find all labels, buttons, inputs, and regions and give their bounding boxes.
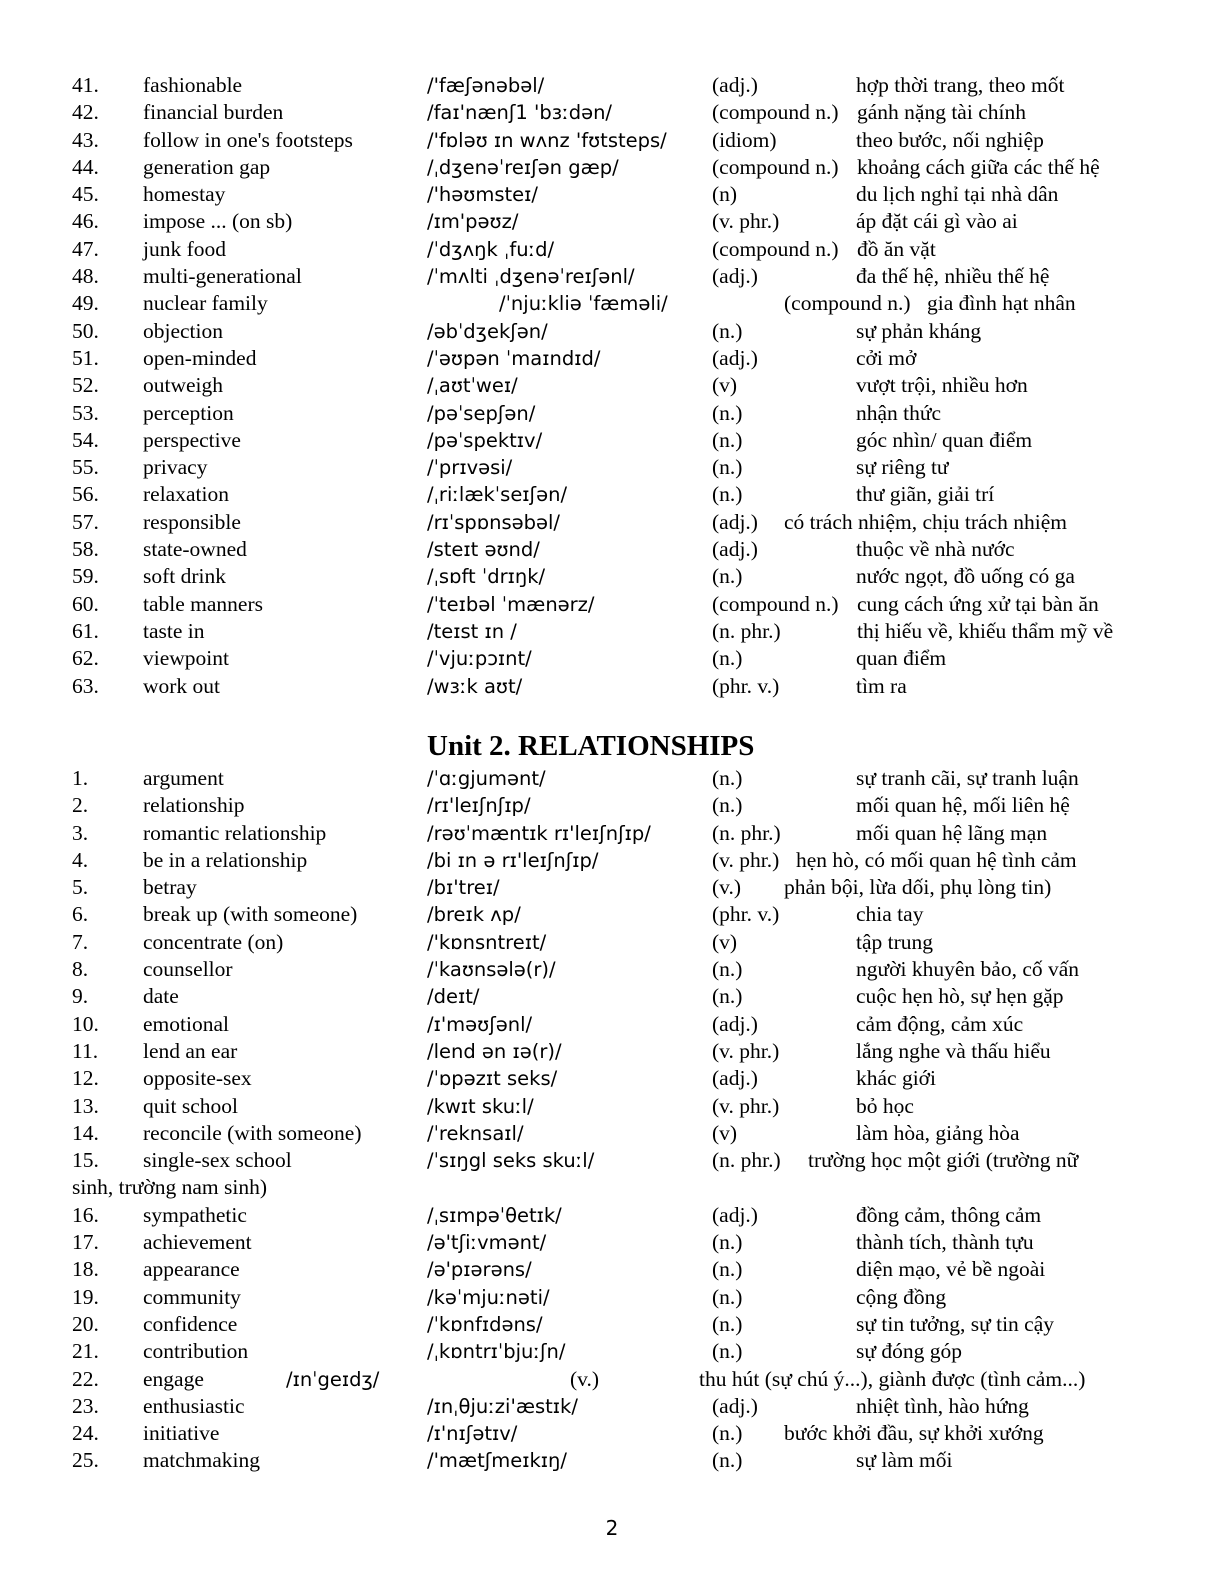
vocab-num: 24. [72,1421,99,1446]
vocab-word: nuclear family [143,291,268,316]
vocab-row [72,536,1152,563]
vocab-meaning: gia đình hạt nhân [927,291,1076,316]
unit2-vocabulary-list [72,765,1152,1475]
vocab-row [72,372,1152,399]
vocab-row [72,181,1152,208]
vocab-row [72,901,1152,928]
vocab-ipa: /ˌriːlækˈseɪʃən/ [427,483,568,507]
vocab-word: achievement [143,1230,252,1255]
vocab-row [72,956,1152,983]
vocab-ipa: /ɪ'məʊʃənl/ [427,1012,533,1036]
vocab-pos: (n.) [712,1421,743,1446]
vocab-word: table manners [143,591,263,616]
vocab-row [72,929,1152,956]
vocab-row [72,1256,1152,1283]
vocab-num: 3. [72,820,89,845]
vocab-pos: (n.) [712,1230,743,1255]
vocab-pos: (adj.) [712,264,758,289]
vocab-meaning: thuộc về nhà nước [856,537,1015,562]
vocab-meaning: cộng đồng [856,1284,947,1309]
vocab-pos: (n.) [712,564,743,589]
vocab-meaning: nhiệt tình, hào hứng [856,1393,1029,1418]
vocab-meaning: bước khởi đầu, sự khởi xướng [784,1421,1044,1446]
unit1-vocabulary-list [72,72,1152,700]
vocab-num: 43. [72,127,99,152]
vocab-row [72,645,1152,672]
vocab-ipa: /'fæʃənəbəl/ [427,74,545,97]
vocab-pos: (idiom) [712,127,777,152]
vocab-pos: (v) [712,929,738,954]
vocab-num: 1. [72,766,89,790]
vocab-pos: (adj.) [712,509,758,534]
vocab-meaning: áp đặt cái gì vào ai [856,209,1018,234]
vocab-num: 17. [72,1230,99,1255]
vocab-row [72,1420,1152,1447]
vocab-meaning: thị hiếu về, khiếu thẩm mỹ về [857,618,1114,643]
vocab-meaning: quan điểm [856,646,947,671]
vocab-pos: (adj.) [712,73,758,97]
vocab-meaning: bỏ học [856,1093,914,1118]
vocab-row [72,208,1152,235]
vocab-pos: (n.) [712,318,743,343]
vocab-ipa: /ə'pɪərəns/ [427,1258,532,1282]
vocab-pos: (n. phr.) [712,618,781,643]
vocab-word: viewpoint [143,646,229,671]
vocab-row [72,236,1152,263]
vocab-pos: (adj.) [712,1393,758,1418]
vocab-num: 44. [72,154,99,179]
vocab-ipa: /'fɒləʊ ɪn wʌnz 'fʊtsteps/ [427,128,667,152]
vocab-meaning-continuation: sinh, trường nam sinh) [72,1175,268,1200]
vocab-word: enthusiastic [143,1393,245,1418]
vocab-num: 63. [72,673,99,698]
vocab-pos: (adj.) [712,537,758,562]
vocab-word: lend an ear [143,1038,238,1063]
vocab-word: break up (with someone) [143,902,358,927]
vocab-row [72,290,1152,317]
vocab-word: privacy [143,455,208,480]
vocab-num: 18. [72,1257,99,1282]
vocab-word: sympathetic [143,1202,247,1227]
vocab-row [72,983,1152,1010]
vocab-meaning: hẹn hò, có mối quan hệ tình cảm [796,847,1077,872]
vocab-meaning: khác giới [856,1066,937,1091]
vocab-row [72,1366,1152,1393]
vocab-row [72,263,1152,290]
vocab-meaning: cởi mở [856,345,917,370]
vocab-word: impose ... (on sb) [143,209,293,234]
vocab-ipa: /bɪ'treɪ/ [427,876,500,900]
vocab-pos: (n.) [712,766,743,790]
vocab-num: 9. [72,984,89,1009]
vocab-word: open-minded [143,345,257,370]
vocab-pos: (n.) [712,455,743,480]
vocab-row [72,1038,1152,1065]
vocab-meaning: thu hút (sự chú ý...), giành được (tình cảm...) [699,1366,1086,1391]
vocab-word: generation gap [143,154,271,179]
vocab-num: 11. [72,1038,99,1063]
vocab-pos: (n.) [712,1448,743,1473]
vocab-row [72,820,1152,847]
vocab-ipa: /ˈkɒnfɪdəns/ [427,1312,543,1336]
vocab-meaning: khoảng cách giữa các thế hệ [857,154,1100,179]
vocab-word: confidence [143,1311,238,1336]
vocab-num: 15. [72,1148,99,1173]
vocab-meaning: du lịch nghỉ tại nhà dân [856,182,1059,207]
vocab-ipa: /steɪt əʊnd/ [427,538,540,562]
vocab-num: 62. [72,646,99,671]
vocab-meaning: sự tranh cãi, sự tranh luận [856,766,1079,790]
vocab-row [72,1229,1152,1256]
vocab-pos: (n.) [712,482,743,507]
vocab-num: 10. [72,1011,99,1036]
vocab-word: single-sex school [143,1148,292,1173]
vocab-ipa: /əbˈdʒekʃən/ [427,319,548,343]
vocab-word: concentrate (on) [143,929,284,954]
vocab-meaning: cuộc hẹn hò, sự hẹn gặp [856,984,1064,1009]
vocab-num: 22. [72,1366,99,1391]
vocab-word: soft drink [143,564,227,589]
vocab-row [72,454,1152,481]
vocab-ipa: /rɪˈspɒnsəbəl/ [427,510,560,534]
vocab-ipa: /ˈreknsaɪl/ [427,1121,524,1145]
vocab-meaning: làm hòa, giảng hòa [856,1120,1020,1145]
vocab-num: 54. [72,427,99,452]
unit-title: Unit 2. RELATIONSHIPS [427,730,755,762]
vocab-row [72,481,1152,508]
vocab-pos: (compound n.) [784,291,911,316]
vocab-meaning: thư giãn, giải trí [856,482,995,507]
vocab-pos: (n.) [712,984,743,1009]
vocab-ipa: /kəˈmjuːnəti/ [427,1285,550,1309]
vocab-meaning: sự tin tưởng, sự tin cậy [856,1311,1055,1336]
vocab-row [72,1393,1152,1420]
vocab-num: 49. [72,291,99,316]
vocab-word: work out [143,673,221,698]
vocab-num: 25. [72,1448,99,1473]
vocab-ipa: /ˌkɒntrɪˈbjuːʃn/ [427,1340,566,1364]
vocab-ipa: /rəʊˈmæntɪk rɪ'leɪʃnʃɪp/ [427,821,651,845]
vocab-ipa: /kwɪt skuːl/ [427,1094,534,1118]
vocab-meaning: chia tay [856,902,924,927]
vocab-pos: (v.) [570,1366,600,1391]
vocab-meaning: trường học một giới (trường nữ [808,1148,1079,1173]
vocab-pos: (compound n.) [712,154,839,179]
vocab-num: 51. [72,345,99,370]
vocab-word: perspective [143,427,241,452]
vocab-pos: (adj.) [712,1066,758,1091]
vocab-num: 12. [72,1066,99,1091]
vocab-row [72,127,1152,154]
vocab-row [72,1011,1152,1038]
vocab-ipa: /ˌsɒft ˈdrɪŋk/ [427,565,546,589]
vocab-row [72,345,1152,372]
vocab-ipa: /ɪ'nɪʃətɪv/ [427,1422,518,1446]
vocab-ipa: /'mætʃmeɪkɪŋ/ [427,1449,567,1473]
vocab-num: 45. [72,182,99,207]
vocab-num: 58. [72,537,99,562]
vocab-row [72,765,1152,792]
vocab-row [72,563,1152,590]
vocab-meaning: người khuyên bảo, cố vấn [856,957,1080,982]
vocab-num: 53. [72,400,99,425]
vocab-row [72,1447,1152,1474]
vocab-pos: (n. phr.) [712,820,781,845]
vocab-pos: (n.) [712,427,743,452]
vocab-pos: (adj.) [712,345,758,370]
vocab-num: 56. [72,482,99,507]
vocab-num: 57. [72,509,99,534]
vocab-ipa: /bi ɪn ə rɪ'leɪʃnʃɪp/ [427,848,599,872]
vocab-pos: (v.) [712,875,742,900]
vocab-num: 6. [72,902,89,927]
vocab-ipa: /ɪnˈgeɪdʒ/ [286,1367,380,1391]
vocab-word: objection [143,318,224,343]
vocab-pos: (n.) [712,1257,743,1282]
vocab-ipa: /teɪst ɪn / [427,619,517,643]
vocab-num: 60. [72,591,99,616]
vocab-word: homestay [143,182,226,207]
vocab-word: argument [143,766,224,790]
vocab-pos: (adj.) [712,1202,758,1227]
vocab-pos: (v. phr.) [712,209,780,234]
vocab-num: 19. [72,1284,99,1309]
vocab-num: 7. [72,929,89,954]
vocab-meaning: góc nhìn/ quan điểm [856,427,1033,452]
vocab-word: matchmaking [143,1448,261,1473]
vocab-pos: (n.) [712,1311,743,1336]
vocab-pos: (n.) [712,400,743,425]
vocab-num: 50. [72,318,99,343]
vocab-num: 8. [72,957,89,982]
vocab-meaning: cảm động, cảm xúc [856,1011,1024,1036]
vocab-meaning: có trách nhiệm, chịu trách nhiệm [784,509,1067,534]
vocab-row [72,99,1152,126]
vocab-word: betray [143,875,197,900]
vocab-pos: (v) [712,1120,738,1145]
vocab-row [72,509,1152,536]
vocab-meaning: gánh nặng tài chính [857,100,1026,125]
vocab-meaning: cung cách ứng xử tại bàn ăn [857,591,1099,616]
vocab-num: 42. [72,100,99,125]
vocab-ipa: /ˌaʊtˈweɪ/ [427,374,518,398]
vocab-row [72,1065,1152,1092]
vocab-row [72,400,1152,427]
vocab-word: follow in one's footsteps [143,127,353,152]
vocab-ipa: /ˈəʊpən ˈmaɪndɪd/ [427,346,601,370]
vocab-pos: (n.) [712,793,743,818]
vocab-word: fashionable [143,73,243,97]
vocab-num: 14. [72,1120,99,1145]
vocab-num: 59. [72,564,99,589]
vocab-pos: (n.) [712,957,743,982]
vocab-word: relationship [143,793,245,818]
vocab-num: 16. [72,1202,99,1227]
vocab-word: emotional [143,1011,229,1036]
vocab-word: reconcile (with someone) [143,1120,362,1145]
vocab-word: date [143,984,179,1009]
vocab-row [72,1147,1152,1174]
vocab-ipa: /deɪt/ [427,985,480,1009]
vocab-pos: (n.) [712,646,743,671]
vocab-ipa: /faɪ'nænʃ1 'bɜːdən/ [427,101,612,125]
vocab-meaning: diện mạo, vẻ bề ngoài [856,1257,1046,1282]
vocab-meaning: vượt trội, nhiều hơn [856,373,1028,398]
vocab-word: quit school [143,1093,238,1118]
vocab-meaning: tìm ra [856,673,907,698]
vocab-word: financial burden [143,100,284,125]
vocab-ipa: /ˌdʒenəˈreɪʃən gæp/ [427,155,619,179]
vocab-meaning: hợp thời trang, theo mốt [856,73,1065,97]
vocab-row [72,1311,1152,1338]
vocab-ipa: /ɪm'pəʊz/ [427,210,519,234]
vocab-row [72,847,1152,874]
vocab-ipa: /breɪk ʌp/ [427,903,521,927]
vocab-meaning: đa thế hệ, nhiều thế hệ [856,264,1050,289]
vocab-pos: (n. phr.) [712,1148,781,1173]
vocab-row [72,318,1152,345]
vocab-ipa: /ˈprɪvəsi/ [427,456,513,480]
vocab-ipa: /pəˈsepʃən/ [427,401,536,425]
vocab-num: 55. [72,455,99,480]
vocab-pos: (v. phr.) [712,847,780,872]
vocab-num: 5. [72,875,89,900]
vocab-word: outweigh [143,373,224,398]
vocab-row [72,792,1152,819]
vocab-meaning: sự đóng góp [856,1339,963,1364]
vocab-pos: (compound n.) [712,591,839,616]
vocab-num: 47. [72,236,99,261]
vocab-num: 48. [72,264,99,289]
vocab-ipa: /ˈsɪŋgl seks skuːl/ [427,1149,595,1173]
vocab-word: junk food [143,236,227,261]
vocab-row [72,1284,1152,1311]
vocab-ipa: /ˈvjuːpɔɪnt/ [427,647,532,671]
vocab-num: 4. [72,847,89,872]
vocab-ipa: /wɜːk aʊt/ [427,674,523,698]
vocab-ipa: /pəˈspektɪv/ [427,428,543,452]
vocab-ipa: /rɪ'leɪʃnʃɪp/ [427,794,531,818]
vocab-meaning: đồ ăn vặt [857,236,936,261]
vocab-row [72,618,1152,645]
vocab-meaning: sự riêng tư [856,455,949,480]
vocab-pos: (v) [712,373,738,398]
vocab-ipa: /ˈnjuːkliə ˈfæməli/ [499,292,668,316]
vocab-row [72,673,1152,700]
vocab-meaning: lắng nghe và thấu hiểu [856,1038,1051,1063]
vocab-num: 46. [72,209,99,234]
vocab-num: 20. [72,1311,99,1336]
vocab-meaning: phản bội, lừa dối, phụ lòng tin) [784,875,1052,900]
vocab-ipa: /ˈkaʊnsələ(r)/ [427,958,556,982]
vocab-meaning: sự phản kháng [856,318,982,343]
vocab-ipa: /'həʊmsteɪ/ [427,183,538,207]
vocab-pos: (phr. v.) [712,673,780,698]
vocab-pos: (n.) [712,1339,743,1364]
vocab-row [72,1338,1152,1365]
vocab-meaning: nước ngọt, đồ uống có ga [856,564,1075,589]
vocab-pos: (n) [712,182,738,207]
vocab-pos: (n.) [712,1284,743,1309]
vocab-num: 41. [72,73,99,97]
vocab-num: 61. [72,618,99,643]
vocab-meaning: mối quan hệ, mối liên hệ [856,793,1070,818]
vocab-num: 21. [72,1339,99,1364]
vocab-ipa: /ˈɑːgjumənt/ [427,767,546,790]
vocab-row [72,427,1152,454]
vocab-word: state-owned [143,537,247,562]
vocab-meaning: sự làm mối [856,1448,953,1473]
vocab-word: community [143,1284,241,1309]
vocab-word: initiative [143,1421,220,1446]
vocab-ipa: /ˈteɪbəl ˈmænərz/ [427,592,595,616]
vocab-row [72,1093,1152,1120]
vocab-ipa: /ˈdʒʌŋk ˌfuːd/ [427,237,555,261]
vocab-pos: (v. phr.) [712,1093,780,1118]
vocab-word: perception [143,400,234,425]
vocab-meaning: đồng cảm, thông cảm [856,1202,1042,1227]
vocab-meaning: thành tích, thành tựu [856,1230,1034,1255]
vocab-word: contribution [143,1339,249,1364]
vocab-meaning: mối quan hệ lãng mạn [856,820,1048,845]
vocab-num: 13. [72,1093,99,1118]
vocab-word: responsible [143,509,241,534]
vocab-word: opposite-sex [143,1066,252,1091]
page-number: 2 [605,1516,619,1540]
vocab-row [72,1202,1152,1229]
vocab-pos: (adj.) [712,1011,758,1036]
vocab-word: appearance [143,1257,240,1282]
vocab-word: romantic relationship [143,820,327,845]
vocab-ipa: /ˌsɪmpəˈθetɪk/ [427,1203,562,1227]
vocab-num: 2. [72,793,89,818]
vocab-word: relaxation [143,482,229,507]
vocab-ipa: /ɪnˌθjuːzi'æstɪk/ [427,1394,578,1418]
vocab-meaning: theo bước, nối nghiệp [856,127,1044,152]
vocab-word: engage [143,1366,204,1391]
vocab-num: 23. [72,1393,99,1418]
vocab-word: taste in [143,618,205,643]
vocab-pos: (phr. v.) [712,902,780,927]
vocab-row [72,1120,1152,1147]
vocab-row [72,154,1152,181]
vocab-pos: (compound n.) [712,236,839,261]
vocab-ipa: /ˈɒpəzɪt seks/ [427,1067,558,1091]
vocab-word: multi-generational [143,264,302,289]
vocab-meaning: tập trung [856,929,934,954]
vocab-word: be in a relationship [143,847,308,872]
vocab-ipa: /ə'tʃiːvmənt/ [427,1231,547,1255]
vocab-meaning: nhận thức [856,400,942,425]
vocab-row [72,874,1152,901]
vocab-word: counsellor [143,957,233,982]
vocab-row [72,72,1152,99]
vocab-num: 52. [72,373,99,398]
vocab-row [72,591,1152,618]
vocab-ipa: /lend ən ɪə(r)/ [427,1039,562,1063]
vocab-ipa: /ˈmʌlti ˌdʒenəˈreɪʃənl/ [427,265,635,289]
vocab-pos: (compound n.) [712,100,839,125]
vocab-ipa: /'kɒnsntreɪt/ [427,930,547,954]
vocab-pos: (v. phr.) [712,1038,780,1063]
